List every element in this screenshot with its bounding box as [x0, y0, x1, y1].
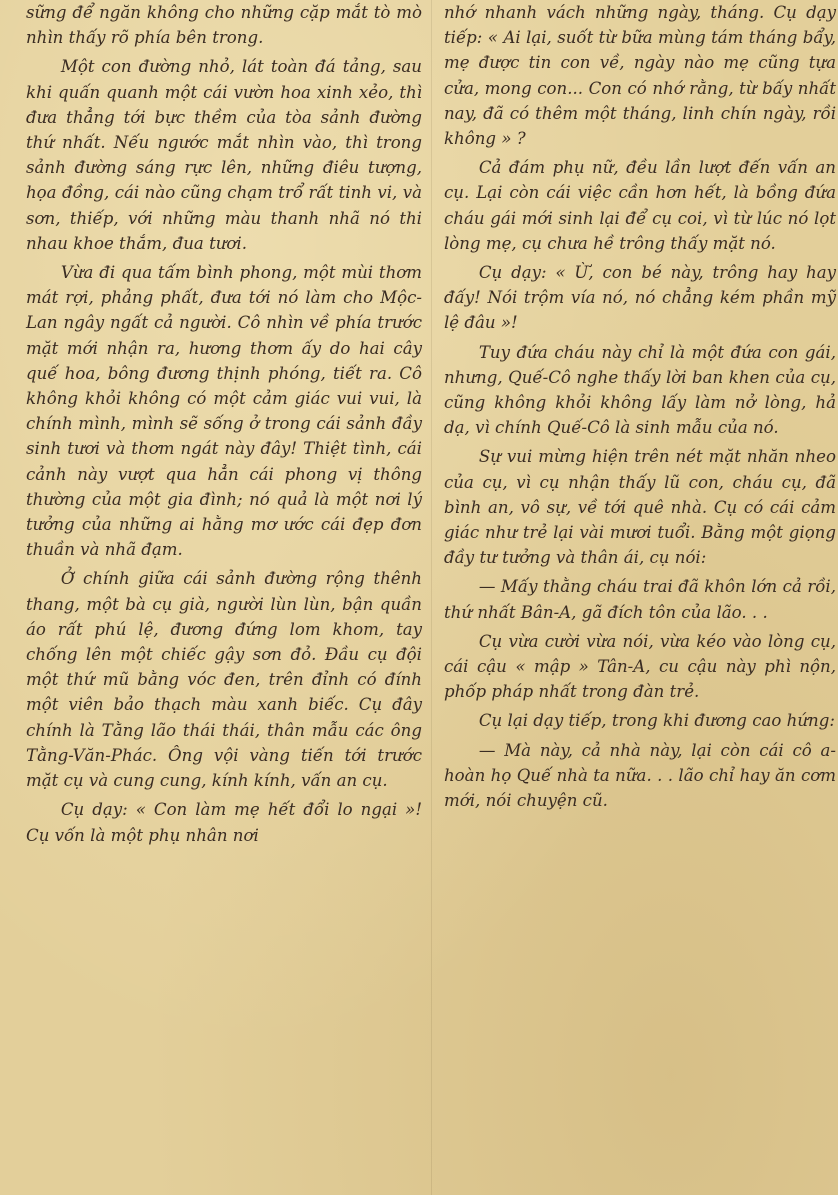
- right-column: [444, 0, 836, 817]
- paragraph: Cụ lại dạy tiếp, trong khi đương cao hứng:: [478, 711, 835, 731]
- paragraph: Sự vui mừng hiện trên nét mặt nhăn nheo của cụ, vì cụ nhận thấy lũ con, cháu cụ, đã bình an, vô sự, về tới quê nhà. Cụ có cái cảm giác như trẻ lại vài mươi tuổi. Bằng một giọng đầy tư tưởng và thân ái, cụ nói:: [444, 447, 836, 568]
- dialogue-paragraph: — Mà này, cả nhà này, lại còn cái cô a-hoàn họ Quế nhà ta nữa. . . lão chỉ hay ăn cơm mới, nói chuyện cũ.: [444, 740, 836, 811]
- paragraph: Cụ vừa cười vừa nói, vừa kéo vào lòng cụ, cái cậu « mập » Tân-A, cu cậu này phì nộn, phốp pháp nhất trong đàn trẻ.: [444, 631, 836, 702]
- left-column: [26, 0, 422, 852]
- paragraph: Tuy đứa cháu này chỉ là một đứa con gái, nhưng, Quế-Cô nghe thấy lời ban khen của cụ, cũng không khỏi không lấy làm nở lòng, hả dạ, vì chính Quế-Cô là sinh mẫu của nó.: [444, 342, 836, 438]
- dialogue-paragraph: — Mấy thằng cháu trai đã khôn lớn cả rồi, thứ nhất Bân-A, gã đích tôn của lão. . .: [444, 577, 836, 622]
- paragraph: sững để ngăn không cho những cặp mắt tò mò nhìn thấy rõ phía bên trong.: [26, 3, 422, 48]
- paragraph: Một con đường nhỏ, lát toàn đá tảng, sau khi quấn quanh một cái vườn hoa xinh xẻo, thì đưa thẳng tới bực thềm của tòa sảnh đường thứ nhất. Nếu ngước mắt nhìn vào, thì trong sảnh đường sáng rực lên, những điêu tượng, họa đồng, cái nào cũng chạm trổ rất tinh vi, và sơn, thiếp, với những màu thanh nhã nó thi nhau khoe thắm, đua tươi.: [26, 57, 422, 253]
- paragraph: Cụ dạy: « Con làm mẹ hết đổi lo ngại »! Cụ vốn là một phụ nhân nơi: [26, 800, 422, 845]
- paragraph: Cả đám phụ nữ, đều lần lượt đến vấn an cụ. Lại còn cái việc cần hơn hết, là bồng đứa cháu gái mới sinh lại để cụ coi, vì từ lúc nó lọt lòng mẹ, cụ chưa hề trông thấy mặt nó.: [444, 158, 836, 253]
- paragraph: Ở chính giữa cái sảnh đường rộng thênh thang, một bà cụ già, người lùn lùn, bận quần áo rất phú lệ, đương đứng lom khom, tay chống lên một chiếc gậy sơn đỏ. Đầu cụ đội một thứ mũ bằng vóc đen, trên đỉnh có đính một viên bảo thạch màu xanh biếc. Cụ đây chính là Tằng lão thái thái, thân mẫu các ông Tằng-Văn-Phác. Ông vội vàng tiến tới trước mặt cụ và cung cung, kính kính, vấn an cụ.: [26, 569, 422, 791]
- paragraph: nhớ nhanh vách những ngày, tháng. Cụ dạy tiếp: « Ai lại, suốt từ bữa mùng tám tháng bẩy, mẹ được tin con về, ngày nào mẹ cũng tựa cửa, mong con... Con có nhớ rằng, từ bấy nhất nay, đã có thêm một tháng, linh chín ngày, rồi không » ?: [444, 3, 836, 149]
- paragraph: Cụ dạy: « Ừ, con bé này, trông hay hay đấy! Nói trộm vía nó, nó chẳng kém phần mỹ lệ đâu »!: [444, 263, 836, 333]
- paragraph: Vừa đi qua tấm bình phong, một mùi thơm mát rợi, phảng phất, đưa tới nó làm cho Mộc-Lan ngây ngất cả người. Cô nhìn về phía trước mặt mới nhận ra, hương thơm ấy do hai cây quế hoa, bông đương thịnh phóng, tiết ra. Cô không khỏi không có một cảm giác vui vui, là chính mình, mình sẽ sống ở trong cái sảnh đầy sinh tươi và thơm ngát này đây! Thiệt tình, cái cảnh này vượt qua hẳn cái phong vị thông thường của một gia đình; nó quả là một nơi lý tưởng của những ai hằng mơ ước cái đẹp đơn thuần và nhã đạm.: [26, 263, 422, 560]
- column-gutter: [431, 0, 432, 1195]
